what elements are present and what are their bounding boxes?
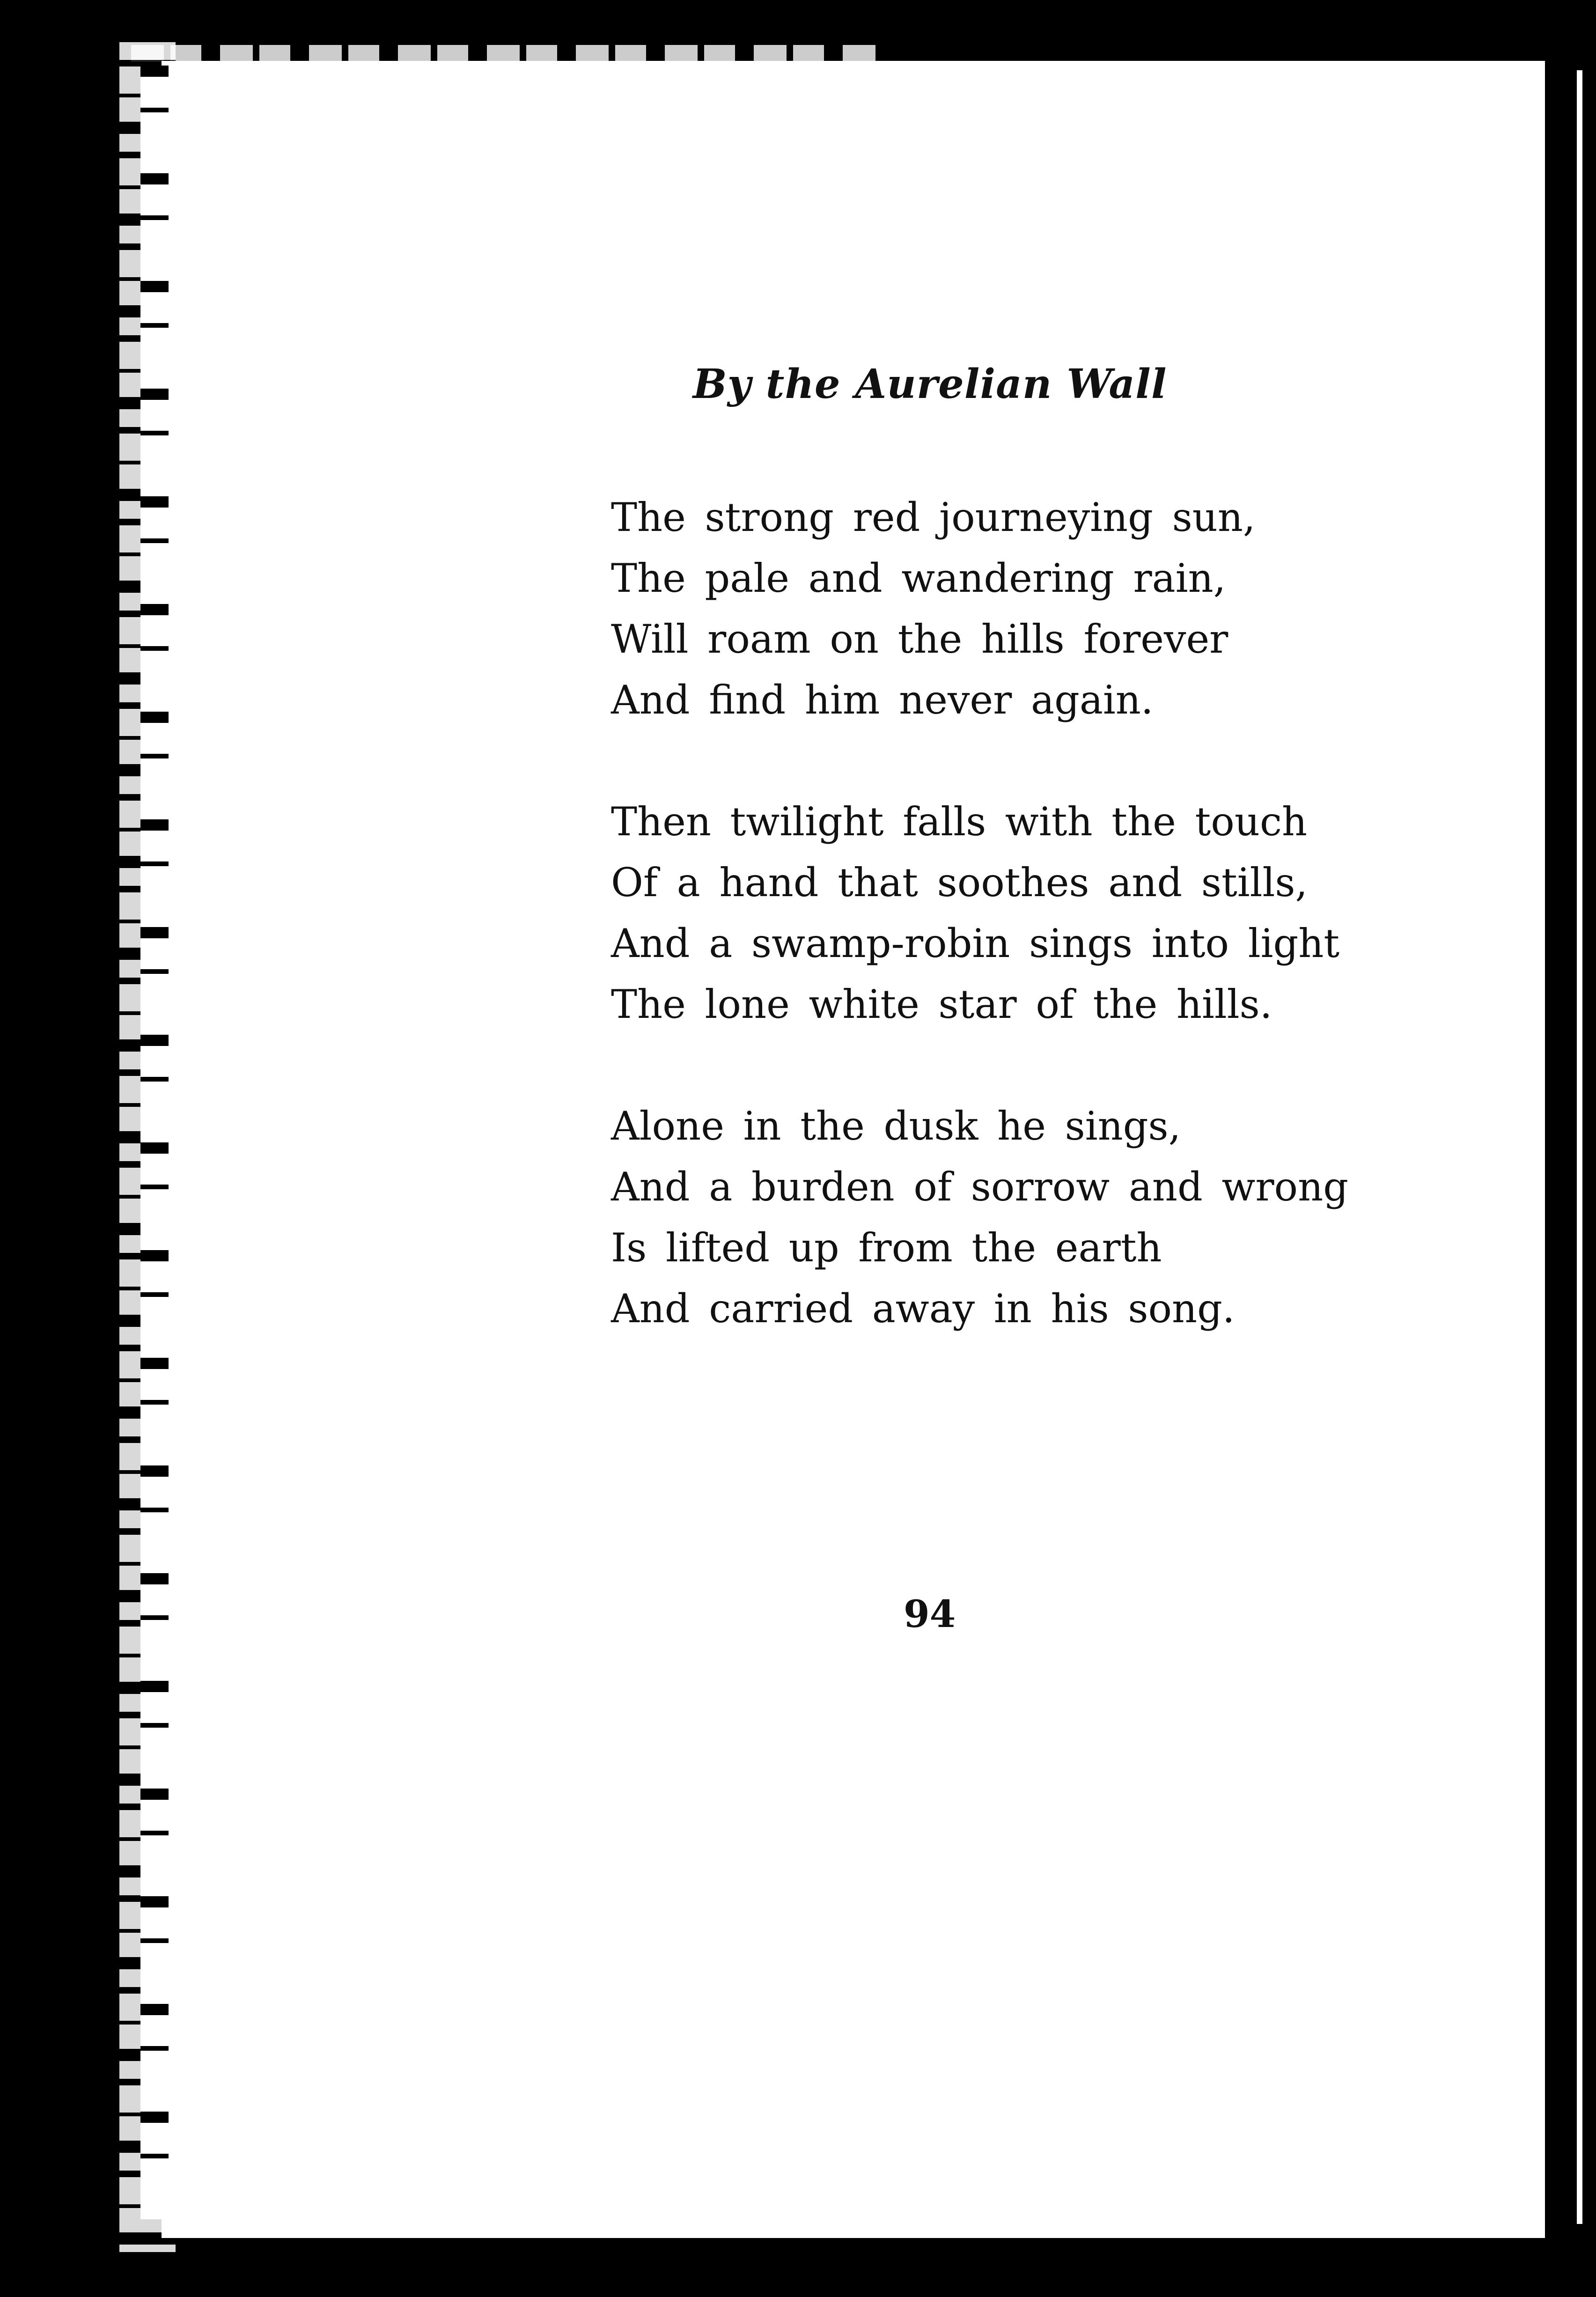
poem-line: Is lifted up from the earth	[611, 1225, 1162, 1271]
stanza-3	[611, 1096, 1348, 1339]
poem-line: And carried away in his song.	[611, 1286, 1235, 1332]
page-number: 94	[904, 1592, 956, 1636]
page-gutter-shadow	[140, 66, 169, 2219]
poem-line: Of a hand that soothes and stills,	[611, 860, 1308, 906]
poem-line: Will roam on the hills forever	[611, 616, 1228, 662]
poem-line: And a burden of sorrow and wrong	[611, 1164, 1348, 1210]
poem-line: Then twilight falls with the touch	[611, 799, 1308, 845]
poem-line: The pale and wandering rain,	[611, 555, 1226, 601]
worn-top-edge	[131, 45, 880, 62]
poem-title: By the Aurelian Wall	[693, 361, 1167, 408]
poem-line: The strong red journeying sun,	[611, 494, 1256, 540]
stanza-2	[611, 791, 1339, 1035]
right-edge-shadow	[1545, 61, 1573, 2238]
poem-line: And find him never again.	[611, 677, 1154, 723]
poem-line: Alone in the dusk he sings,	[611, 1103, 1181, 1149]
stanza-1	[611, 487, 1256, 730]
poem-line: The lone white star of the hills.	[611, 981, 1272, 1027]
poem-line: And a swamp-robin sings into light	[611, 920, 1340, 966]
right-edge-paper-strip	[1577, 70, 1582, 2224]
